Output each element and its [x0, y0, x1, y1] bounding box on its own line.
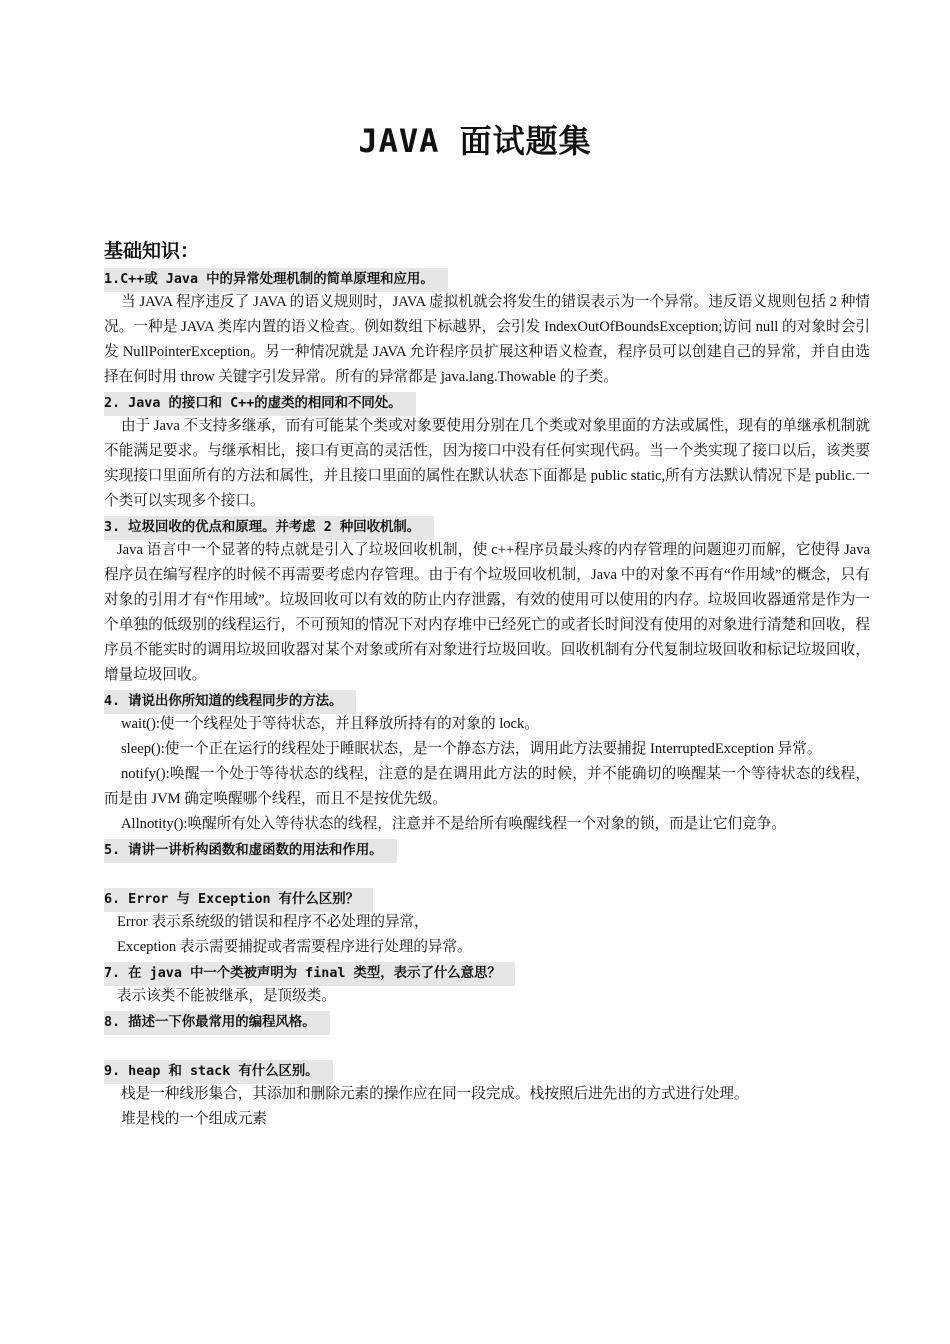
question-5-text: 5. 请讲一讲析构函数和虚函数的用法和作用。: [104, 839, 397, 863]
question-7: [104, 960, 870, 984]
question-9: [104, 1058, 870, 1082]
question-5: [104, 837, 870, 861]
question-7-text: 7. 在 java 中一个类被声明为 final 类型，表示了什么意思？: [104, 962, 515, 986]
document-title: JAVA 面试题集: [358, 122, 592, 160]
question-4: [104, 688, 870, 712]
answer-4-sleep: sleep():使一个正在运行的线程处于睡眠状态，是一个静态方法，调用此方法要捕捉 InterruptedException 异常。: [121, 741, 822, 757]
answer-1: 当 JAVA 程序违反了 JAVA 的语义规则时，JAVA 虚拟机就会将发生的错误表示为一个异常。违反语义规则包括 2 种情况。一种是 JAVA 类库内置的语义检查。例如数组下标越界，会引发 IndexOutOfBoundsException;访问 null 的对象时会引发 NullPointerException。另一种情况就是 JAVA 允许程序员扩展这种语义检查，程序员可以创建自己的异常，并自由选择在何时用 throw 关键字引发异常。所有的异常都是 java.lang.Thowable 的子类。: [104, 294, 870, 385]
question-8-text: 8. 描述一下你最常用的编程风格。: [104, 1011, 330, 1035]
answer-9-stack: 栈是一种线形集合，其添加和删除元素的操作应在同一段完成。栈按照后进先出的方式进行处理。: [121, 1086, 749, 1102]
blank-line: [104, 1033, 870, 1058]
answer-4-notify: notify():唤醒一个处于等待状态的线程，注意的是在调用此方法的时候，并不能确切的唤醒某一个等待状态的线程，而是由 JVM 确定唤醒哪个线程，而且不是按优先级。: [104, 766, 870, 807]
answer-2: 由于 Java 不支持多继承，而有可能某个类或对象要使用分别在几个类或对象里面的方法或属性，现有的单继承机制就不能满足要求。与继承相比，接口有更高的灵活性，因为接口中没有任何实现代码。当一个类实现了接口以后，该类要实现接口里面所有的方法和属性，并且接口里面的属性在默认状态下面都是 public static,所有方法默认情况下是 public.一个类可以实现多个接口。: [104, 418, 870, 509]
document-body: [104, 236, 870, 1132]
question-4-text: 4. 请说出你所知道的线程同步的方法。: [104, 690, 356, 714]
question-1: [104, 266, 870, 290]
question-2: [104, 390, 870, 414]
answer-6-exception: Exception 表示需要捕捉或者需要程序进行处理的异常。: [117, 939, 472, 955]
section-heading: 基础知识：: [104, 240, 200, 262]
answer-9-heap: 堆是栈的一个组成元素: [121, 1111, 267, 1127]
answer-7: 表示该类不能被继承，是顶级类。: [117, 988, 336, 1004]
question-2-text: 2. Java 的接口和 C++的虚类的相同和不同处。: [104, 392, 416, 416]
answer-3: Java 语言中一个显著的特点就是引入了垃圾回收机制，使 c++程序员最头疼的内存管理的问题迎刃而解，它使得 Java 程序员在编写程序的时候不再需要考虑内存管理。由于有个垃圾回收机制，Java 中的对象不再有“作用域”的概念，只有对象的引用才有“作用域”。垃圾回收可以有效的防止内存泄露，有效的使用可以使用的内存。垃圾回收器通常是作为一个单独的低级别的线程运行，不可预知的情况下对内存堆中已经死亡的或者长时间没有使用的对象进行清楚和回收，程序员不能实时的调用垃圾回收器对某个对象或所有对象进行垃圾回收。回收机制有分代复制垃圾回收和标记垃圾回收，增量垃圾回收。: [104, 542, 870, 683]
question-8: [104, 1009, 870, 1033]
question-3: [104, 514, 870, 538]
answer-4-allnotity: Allnotity():唤醒所有处入等待状态的线程，注意并不是给所有唤醒线程一个对象的锁，而是让它们竞争。: [121, 816, 786, 832]
blank-line: [104, 861, 870, 886]
question-9-text: 9. heap 和 stack 有什么区别。: [104, 1060, 333, 1084]
question-6-text: 6. Error 与 Exception 有什么区别？: [104, 888, 373, 912]
question-1-text: 1.C++或 Java 中的异常处理机制的简单原理和应用。: [104, 268, 448, 292]
answer-6-error: Error 表示系统级的错误和程序不必处理的异常，: [117, 914, 429, 930]
question-3-text: 3. 垃圾回收的优点和原理。并考虑 2 种回收机制。: [104, 516, 434, 540]
question-6: [104, 886, 870, 910]
answer-4-wait: wait():使一个线程处于等待状态，并且释放所持有的对象的 lock。: [121, 716, 539, 732]
